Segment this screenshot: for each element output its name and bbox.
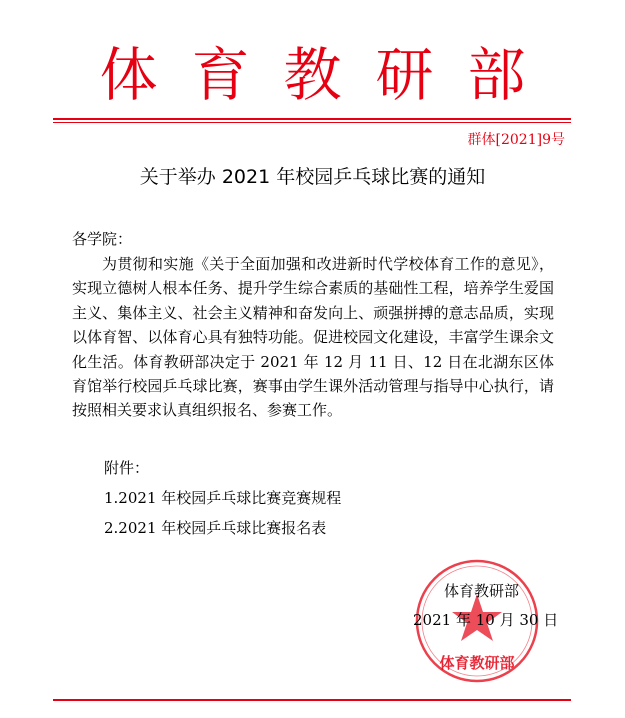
- seal-text: 体育教研部: [439, 654, 515, 672]
- attachment-item: 2.2021 年校园乒乓球比赛报名表: [104, 519, 327, 537]
- footer-rule: [53, 699, 571, 701]
- header-rule-thick: [53, 118, 571, 120]
- header-rule-thin: [53, 122, 571, 123]
- document-number: 群体[2021]9号: [467, 132, 565, 148]
- greeting: 各学院：: [72, 230, 133, 248]
- notice-title: 关于举办 2021 年校园乒乓球比赛的通知: [139, 166, 486, 188]
- signature-org: 体育教研部: [444, 582, 520, 600]
- notice-body: 为贯彻和实施《关于全面加强和改进新时代学校体育工作的意见》，实现立德树人根本任务、提升学生综合素质的基础性工程，培养学生爱国主义、集体主义、社会主义精神和奋发向上、顽强拼搏的意志品质，实现以体育智、以体育心具有独特功能。促进校园文化建设，丰富学生课余文化生活。体育教研部决定于 2021 年 12 月 11 日、12 日在北湖东区体育馆举行校园乒乓球比赛，赛事由学生课外活动管理与指导中心执行，请按照相关要求认真组织报名、参赛工作。: [72, 255, 554, 420]
- attachment-item: 1.2021 年校园乒乓球比赛竞赛规程: [104, 489, 342, 507]
- signature-date: 2021 年 10 月 30 日: [413, 611, 559, 629]
- attachments-heading: 附件：: [104, 459, 150, 477]
- masthead-title: 体育教研部: [99, 41, 560, 109]
